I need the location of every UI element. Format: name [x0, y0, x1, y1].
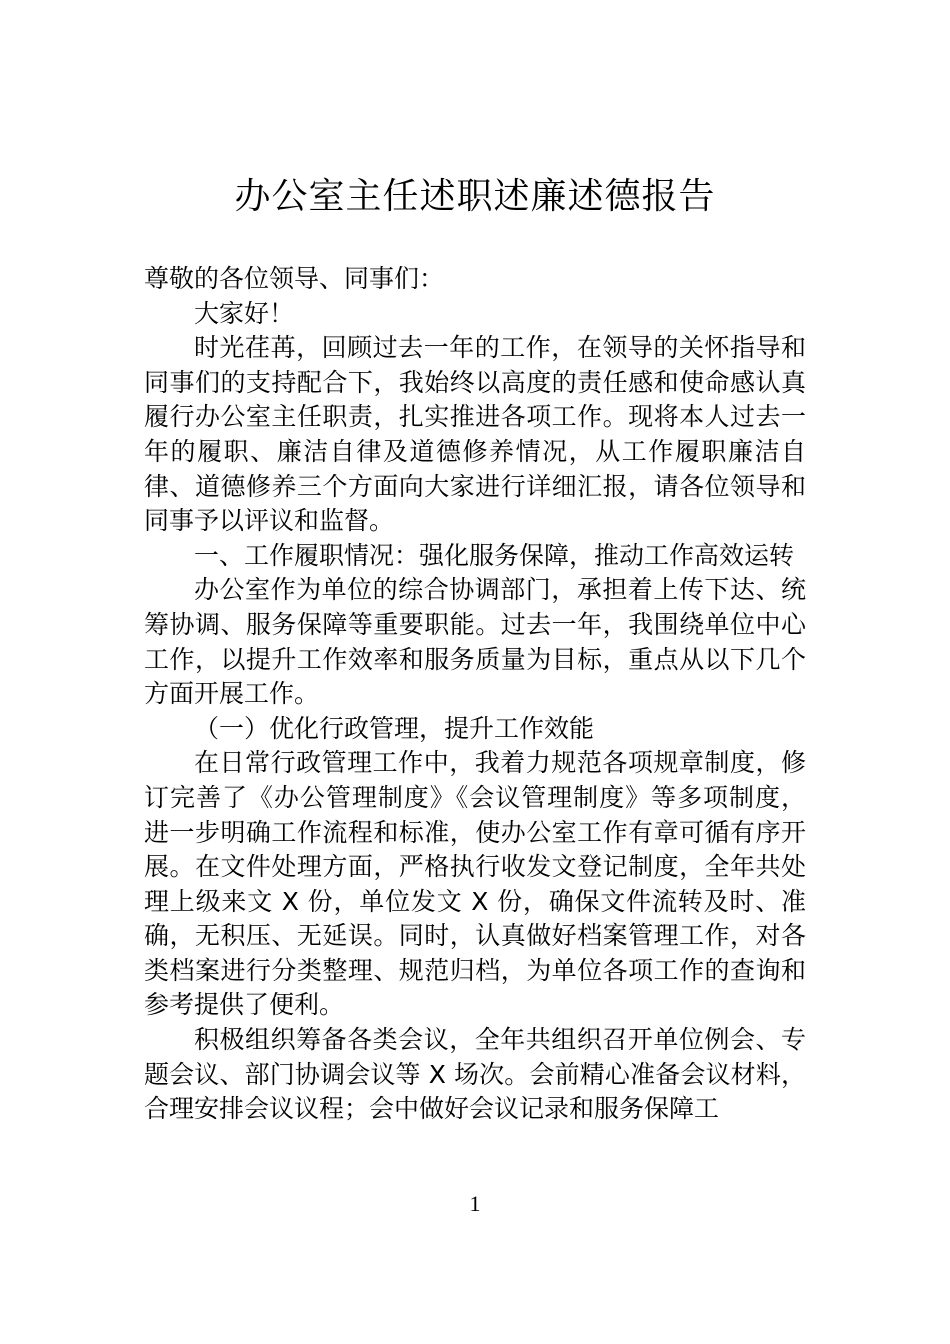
section-1-paragraph: 办公室作为单位的综合协调部门，承担着上传下达、统筹协调、服务保障等重要职能。过去一年，我围绕单位中心工作，以提升工作效率和服务质量为目标，重点从以下几个方面开展工作。: [144, 575, 806, 709]
salutation: 尊敬的各位领导、同事们：: [144, 264, 445, 293]
subsection-1-paragraph-1: 在日常行政管理工作中，我着力规范各项规章制度，修订完善了《办公管理制度》《会议管理制度》等多项制度，进一步明确工作流程和标准，使办公室工作有章可循有序开展。在文件处理方面，严格执行收发文登记制度，全年共处理上级来文 X 份，单位发文 X 份，确保文件流转及时、准确，无积压、无延误。同时，认真做好档案管理工作，对各类档案进行分类整理、规范归档，为单位各项工作的查询和参考提供了便利。: [144, 748, 806, 1020]
document-body: [144, 262, 806, 1127]
page-number: 1: [469, 1191, 481, 1216]
section-heading-1: 一、工作履职情况：强化服务保障，推动工作高效运转: [194, 540, 795, 570]
greeting: 大家好！: [194, 298, 295, 328]
subsection-heading-1: （一）优化行政管理，提升工作效能: [194, 713, 595, 743]
intro-paragraph: 时光荏苒，回顾过去一年的工作，在领导的关怀指导和同事们的支持配合下，我始终以高度的责任感和使命感认真履行办公室主任职责，扎实推进各项工作。现将本人过去一年的履职、廉洁自律及道德修养情况，从工作履职廉洁自律、道德修养三个方面向大家进行详细汇报，请各位领导和同事予以评议和监督。: [144, 333, 806, 536]
document-title: 办公室主任述职述廉述德报告: [234, 176, 716, 217]
subsection-1-paragraph-2: 积极组织筹备各类会议，全年共组织召开单位例会、专题会议、部门协调会议等 X 场次。会前精心准备会议材料，合理安排会议议程；会中做好会议记录和服务保障工: [144, 1025, 806, 1124]
